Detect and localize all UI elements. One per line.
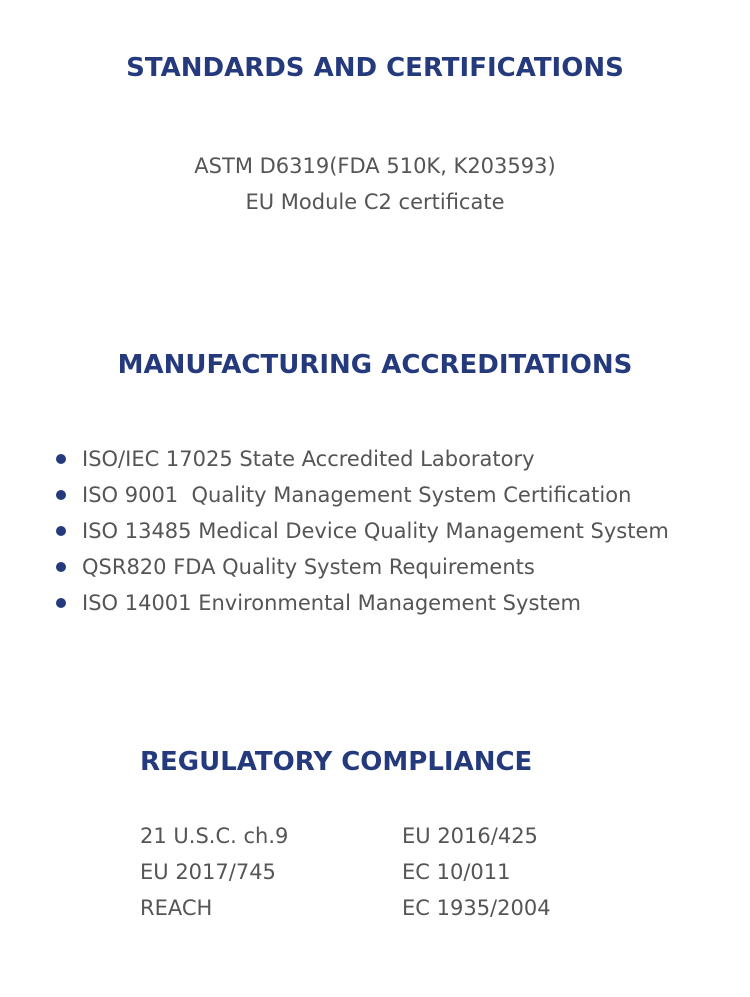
- manufacturing-heading: MANUFACTURING ACCREDITATIONS: [117, 350, 633, 380]
- bullet-icon: [56, 598, 66, 608]
- list-item: [54, 513, 669, 549]
- regulation-item: REACH: [140, 896, 213, 920]
- regulatory-column-left: [140, 818, 288, 926]
- regulation-item: EC 1935/2004: [402, 896, 551, 920]
- list-item-label: ISO 9001 Quality Management System Certification: [82, 483, 632, 507]
- bullet-icon: [56, 526, 66, 536]
- standards-heading: STANDARDS AND CERTIFICATIONS: [126, 53, 624, 83]
- list-item: [54, 549, 669, 585]
- regulatory-heading: REGULATORY COMPLIANCE: [140, 747, 533, 777]
- list-item-label: ISO/IEC 17025 State Accredited Laboratory: [82, 447, 535, 471]
- list-item: [54, 585, 669, 621]
- regulation-item: EC 10/011: [402, 860, 511, 884]
- bullet-icon: [56, 454, 66, 464]
- list-item-label: ISO 13485 Medical Device Quality Management System: [82, 519, 669, 543]
- regulatory-column-right: [402, 818, 551, 926]
- regulation-item: EU 2017/745: [140, 860, 276, 884]
- accreditations-list: [54, 441, 669, 621]
- list-item-label: QSR820 FDA Quality System Requirements: [82, 555, 535, 579]
- standards-line: ASTM D6319(FDA 510K, K203593): [194, 154, 556, 178]
- list-item: [54, 477, 669, 513]
- standards-line: EU Module C2 certificate: [245, 190, 505, 214]
- bullet-icon: [56, 490, 66, 500]
- regulation-item: 21 U.S.C. ch.9: [140, 824, 289, 848]
- standards-list: [0, 148, 750, 220]
- bullet-icon: [56, 562, 66, 572]
- list-item-label: ISO 14001 Environmental Management System: [82, 591, 581, 615]
- list-item: [54, 441, 669, 477]
- regulation-item: EU 2016/425: [402, 824, 538, 848]
